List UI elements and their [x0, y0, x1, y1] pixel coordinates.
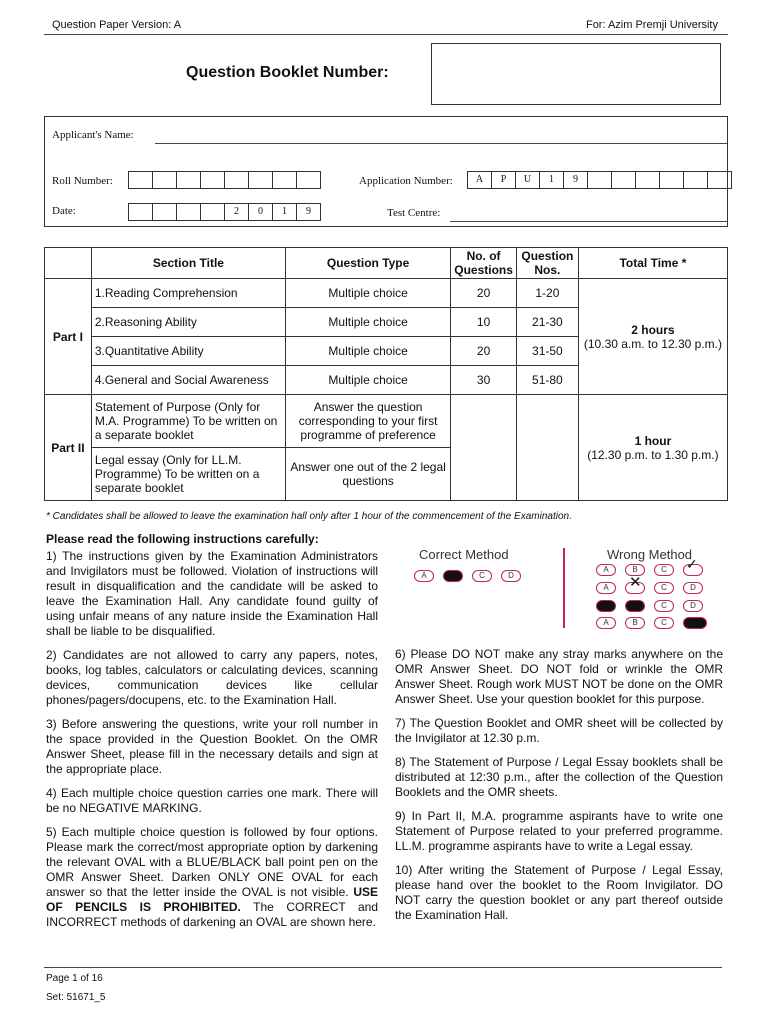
instruction-10: 10) After writing the Statement of Purpose / Legal Essay, please hand over the booklet to the Room Invigilator. DO NOT carry the question booklet or any part thereof outside the Examination Hall. [395, 863, 723, 922]
date-cell[interactable]: 2 [224, 203, 249, 221]
part1-time-detail: (10.30 a.m. to 12.30 p.m.) [583, 336, 722, 351]
question-type: Multiple choice [285, 337, 450, 366]
question-nos: 21-30 [516, 308, 578, 337]
roll-number-cell[interactable] [152, 171, 177, 189]
date-cell[interactable] [128, 203, 153, 221]
oval-d: D [501, 570, 521, 582]
oval-c: C [654, 582, 674, 594]
instruction-1: 1) The instructions given by the Examination Administrators and Invigilators must be followed. Violation of instructions will result in disqualification and the candidate will be asked to leave the Examination Hall. Any candidate found guilty of using unfair means of any nature inside the Examination Hall shall be liable to be disqualified. [46, 549, 378, 638]
instruction-8: 8) The Statement of Purpose / Legal Essay booklets shall be distributed at 12:30 p.m., after the collection of the Question Booklets and the OMR sheets. [395, 755, 723, 799]
application-number-cell[interactable]: 9 [563, 171, 588, 189]
paper-version: Question Paper Version: A [52, 19, 182, 31]
correct-method-label: Correct Method [419, 547, 509, 562]
wrong-method-label: Wrong Method [607, 547, 693, 562]
roll-number-cell[interactable] [296, 171, 321, 189]
date-cell[interactable] [152, 203, 177, 221]
corner-cell [45, 248, 92, 279]
oval-filled [596, 600, 616, 612]
footer-divider [44, 967, 722, 968]
question-type: Answer the question corresponding to your first programme of preference [285, 395, 450, 448]
application-number-cell[interactable]: 1 [539, 171, 564, 189]
question-type: Multiple choice [285, 308, 450, 337]
header-total-time: Total Time * [578, 248, 727, 279]
part2-time-value: 1 hour [634, 433, 672, 448]
instruction-5-warning: USE OF PENCILS IS PROHIBITED. [46, 885, 378, 914]
date-cells[interactable] [129, 203, 321, 221]
instruction-5 [46, 825, 378, 930]
oval-c: C [472, 570, 492, 582]
application-number-cell[interactable] [707, 171, 732, 189]
date-cell[interactable]: 9 [296, 203, 321, 221]
table-header-row [45, 248, 728, 279]
oval-overfilled [683, 617, 707, 629]
section-title: 3.Quantitative Ability [91, 337, 285, 366]
part2-time [578, 395, 727, 501]
instructions-left-column [46, 549, 378, 939]
wrong-oval-row [596, 600, 703, 612]
footnote: * Candidates shall be allowed to leave the examination hall only after 1 hour of the commencement of the Examination. [46, 511, 572, 522]
applicant-details-box [44, 116, 728, 227]
oval-filled [625, 600, 645, 612]
oval-c: C [654, 617, 674, 629]
wrong-oval-row [596, 617, 707, 629]
instruction-9: 9) In Part II, M.A. programme aspirants have to write one Statement of Purpose related to your preferred programme. LL.M. programme aspirants have to write a Legal essay. [395, 809, 723, 853]
university-label: For: Azim Premji University [585, 19, 718, 31]
header-divider [44, 34, 728, 35]
part1-time-value: 2 hours [631, 322, 675, 337]
oval-a: A [596, 582, 616, 594]
question-count: 30 [451, 366, 517, 395]
application-number-cell[interactable]: P [491, 171, 516, 189]
test-centre-field[interactable] [450, 221, 727, 222]
instruction-5-text: 5) Each multiple choice question is followed by four options. Please mark the correct/most appropriate option by darkening the relevant OVAL with a BLUE/BLACK ball point pen on the OMR Answer Sheet. Darken ONLY ONE OVAL for each answer so that the letter inside the OVAL is not visible. [46, 825, 378, 899]
oval-filled [443, 570, 463, 582]
section-table [44, 247, 728, 501]
table-row [45, 279, 728, 308]
roll-number-cell[interactable] [224, 171, 249, 189]
roll-number-label: Roll Number: [52, 175, 113, 187]
roll-number-cells[interactable] [129, 171, 321, 189]
applicant-name-field[interactable] [155, 143, 727, 144]
oval-crossed [625, 574, 645, 594]
section-title: 4.General and Social Awareness [91, 366, 285, 395]
section-title: 2.Reasoning Ability [91, 308, 285, 337]
date-label: Date: [52, 205, 76, 217]
application-number-cell[interactable]: U [515, 171, 540, 189]
wrong-oval-row [596, 574, 703, 594]
section-title: Statement of Purpose (Only for M.A. Programme) To be written on a separate booklet [91, 395, 285, 448]
oval-a: A [596, 564, 616, 576]
question-nos: 1-20 [516, 279, 578, 308]
instruction-3: 3) Before answering the questions, write your roll number in the space provided in the Question Booklet. On the OMR Answer Sheet, please fill in the necessary details and sign at the appropriate place. [46, 717, 378, 776]
instruction-4: 4) Each multiple choice question carries one mark. There will be no NEGATIVE MARKING. [46, 786, 378, 815]
section-title: 1.Reading Comprehension [91, 279, 285, 308]
header-no-of-questions: No. of Questions [451, 248, 517, 279]
instruction-7: 7) The Question Booklet and OMR sheet will be collected by the Invigilator at 12.30 p.m. [395, 716, 723, 745]
instructions-heading: Please read the following instructions carefully: [46, 532, 319, 546]
section-title: Legal essay (Only for LL.M. Programme) To be written on a separate booklet [91, 448, 285, 501]
header-question-nos: Question Nos. [516, 248, 578, 279]
application-number-cell[interactable] [587, 171, 612, 189]
question-count: 20 [451, 279, 517, 308]
date-cell[interactable] [200, 203, 225, 221]
question-type: Multiple choice [285, 366, 450, 395]
oval-c: C [654, 564, 674, 576]
application-number-cells[interactable] [468, 171, 732, 189]
application-number-cell[interactable]: A [467, 171, 492, 189]
question-nos [516, 395, 578, 501]
roll-number-cell[interactable] [176, 171, 201, 189]
oval-b: B [625, 617, 645, 629]
part2-label: Part II [45, 395, 92, 501]
roll-number-cell[interactable] [272, 171, 297, 189]
cross-mark-icon: ✕ [629, 574, 642, 591]
oval-ticked [683, 556, 703, 576]
header-section-title: Section Title [91, 248, 285, 279]
part1-label: Part I [45, 279, 92, 395]
question-type: Answer one out of the 2 legal questions [285, 448, 450, 501]
oval-b: B [625, 564, 645, 576]
tick-mark-icon: ✓ [686, 556, 698, 572]
oval-a: A [596, 617, 616, 629]
table-row [45, 395, 728, 448]
booklet-number-label: Question Booklet Number: [186, 64, 389, 81]
test-centre-label: Test Centre: [387, 207, 441, 219]
correct-oval-row [414, 570, 521, 582]
application-number-cell[interactable] [683, 171, 708, 189]
set-number: Set: 51671_5 [46, 992, 106, 1003]
instructions-right-column [395, 647, 723, 932]
oval-d: D [683, 600, 703, 612]
date-cell[interactable]: 0 [248, 203, 273, 221]
instruction-5-end: The CORRECT and INCORRECT methods of darkening an OVAL are shown here. [46, 900, 378, 929]
date-cell[interactable]: 1 [272, 203, 297, 221]
instruction-2: 2) Candidates are not allowed to carry any papers, notes, books, log tables, calculators or calculating devices, scanning devices, communication devices like cellular phones/pagers/docupens, etc. to the Examination Hall. [46, 648, 378, 707]
part2-time-detail: (12.30 p.m. to 1.30 p.m.) [587, 447, 719, 462]
question-type: Multiple choice [285, 279, 450, 308]
application-number-cell[interactable] [611, 171, 636, 189]
application-number-cell[interactable] [635, 171, 660, 189]
application-number-cell[interactable] [659, 171, 684, 189]
roll-number-cell[interactable] [128, 171, 153, 189]
question-nos: 31-50 [516, 337, 578, 366]
instruction-6: 6) Please DO NOT make any stray marks anywhere on the OMR Answer Sheet. DO NOT fold or wrinkle the OMR Answer Sheet. Rough work MUST NOT be done on the OMR Answer Sheet. Use your question booklet for this purpose. [395, 647, 723, 706]
header-question-type: Question Type [285, 248, 450, 279]
applicant-name-label: Applicant's Name: [52, 129, 134, 141]
part1-time [578, 279, 727, 395]
wrong-oval-row [596, 556, 703, 576]
question-nos: 51-80 [516, 366, 578, 395]
roll-number-cell[interactable] [200, 171, 225, 189]
oval-d: D [683, 582, 703, 594]
date-cell[interactable] [176, 203, 201, 221]
booklet-number-box[interactable] [431, 43, 721, 105]
method-divider [563, 548, 565, 628]
oval-a: A [414, 570, 434, 582]
question-count [451, 395, 517, 501]
page-number: Page 1 of 16 [46, 973, 103, 984]
question-count: 20 [451, 337, 517, 366]
question-count: 10 [451, 308, 517, 337]
roll-number-cell[interactable] [248, 171, 273, 189]
oval-c: C [654, 600, 674, 612]
application-number-label: Application Number: [359, 175, 453, 187]
